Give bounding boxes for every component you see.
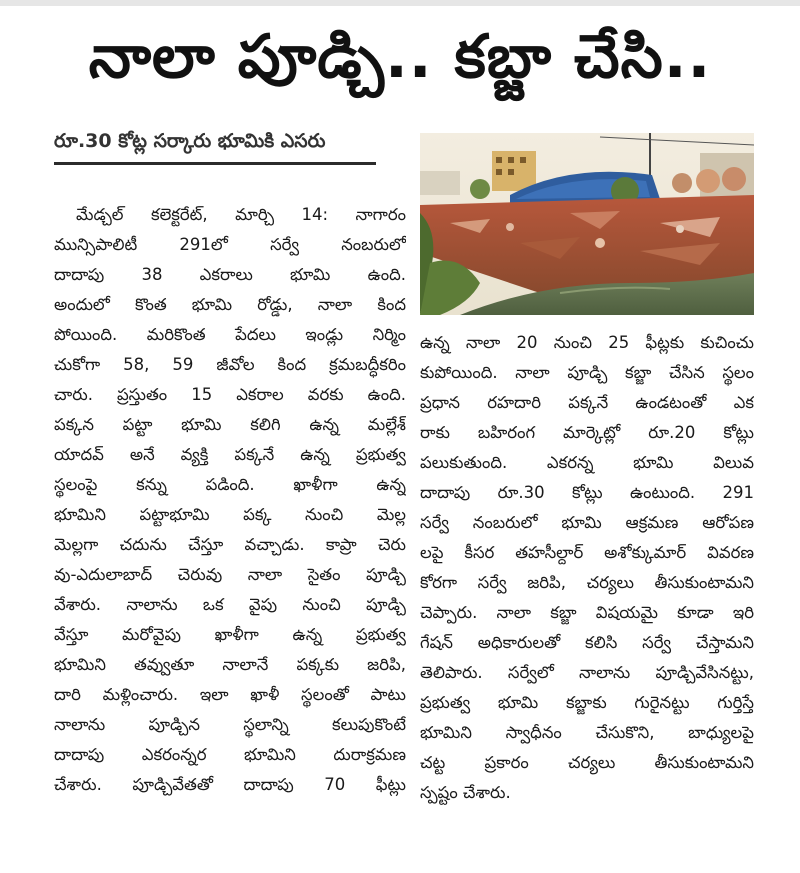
body-line: భూమిని పట్టాభూమి పక్క నుంచి మెల్ల <box>54 505 406 524</box>
body-line: దాదాపు 38 ఎకరాలు భూమి ఉంది. <box>54 265 406 284</box>
body-line: భూమిని తవ్వుతూ నాలానే పక్కకు జరిపి, <box>54 655 406 674</box>
news-photo <box>420 133 754 315</box>
body-line: వేశారు. నాలాను ఒక వైపు నుంచి పూడ్చి <box>54 595 406 614</box>
body-line: నాలాను పూడ్చిన స్థలాన్ని కలుపుకొంటే <box>54 715 406 734</box>
body-line: స్పష్టం చేశారు. <box>420 783 511 802</box>
body-line: దాదాపు ఎకరంన్నర భూమిని దురాక్రమణ <box>54 745 406 764</box>
top-strip <box>0 0 800 6</box>
subheadline-rule <box>54 162 376 165</box>
body-line: చారు. ప్రస్తుతం 15 ఎకరాల వరకు ఉంది. <box>54 385 406 404</box>
headline: నాలా పూడ్చి.. కబ్జా చేసి.. <box>88 22 712 92</box>
body-line: అందులో కొంత భూమి రోడ్డు, నాలా కింద <box>54 295 406 314</box>
body-line: ప్రభుత్వ భూమి కబ్జాకు గురైనట్టు గుర్తిస్తే <box>420 693 754 712</box>
body-line: చెప్పారు. నాలా కబ్జా విషయమై కూడా ఇరి <box>420 603 754 622</box>
body-line: చట్ట ప్రకారం చర్యలు తీసుకుంటామని <box>420 753 754 772</box>
body-line: ఉన్న నాలా 20 నుంచి 25 ఫీట్లకు కుచించు <box>420 333 754 352</box>
body-line: దాదాపు రూ.30 కోట్లు ఉంటుంది. 291 <box>420 483 754 502</box>
body-line: మేడ్చల్ కలెక్టరేట్, మార్చి 14: నాగారం <box>76 205 406 224</box>
body-line: సర్వే నంబరులో భూమి ఆక్రమణ ఆరోపణ <box>420 513 754 532</box>
body-line: పక్కన పట్టా భూమి కలిగి ఉన్న మల్లేశ్ <box>54 415 406 434</box>
body-line: చేశారు. పూడ్చివేతతో దాదాపు 70 ఫీట్లు <box>54 775 406 794</box>
body-line: చుకోగా 58, 59 జీవోల కింద క్రమబద్ధీకరిం <box>54 355 406 374</box>
body-line: భూమిని స్వాధీనం చేసుకొని, బాధ్యులపై <box>420 723 754 742</box>
body-line: పలుకుతుంది. ఎకరన్న భూమి విలువ <box>420 453 754 472</box>
photo-canal-encroachment-icon <box>420 133 754 315</box>
body-line: గేషన్ అధికారులతో కలిసి సర్వే చేస్తామని <box>420 633 754 652</box>
body-line: యాదవ్ అనే వ్యక్తి పక్కనే ఉన్న ప్రభుత్వ <box>54 445 406 464</box>
body-line: రాకు బహిరంగ మార్కెట్లో రూ.20 కోట్లు <box>420 423 754 442</box>
body-line: లపై కీసర తహసీల్దార్ అశోక్కుమార్ వివరణ <box>420 543 754 562</box>
body-line: తెలిపారు. సర్వేలో నాలాను పూడ్చివేసినట్టు, <box>420 663 754 682</box>
body-line: మున్సిపాలిటీ 291లో సర్వే నంబరులో <box>54 235 406 254</box>
body-line: పోయింది. మరికొంత పేదలు ఇండ్లు నిర్మిం <box>54 325 406 344</box>
body-line: ప్రధాన రహదారి పక్కనే ఉండటంతో ఎక <box>420 393 754 412</box>
body-line: స్థలంపై కన్ను పడింది. ఖాళీగా ఉన్న <box>54 475 406 494</box>
body-line: మెల్లగా చదును చేస్తూ వచ్చాడు. కాప్రా చెరు <box>54 535 406 554</box>
subheadline: రూ.30 కోట్ల సర్కారు భూమికి ఎసరు <box>54 130 326 152</box>
body-column-left <box>54 200 406 800</box>
body-line: వు-ఎదులాబాద్ చెరువు నాలా సైతం పూడ్చి <box>54 565 406 584</box>
body-line: వేస్తూ మరోవైపు ఖాళీగా ఉన్న ప్రభుత్వ <box>54 625 406 644</box>
body-line: దారి మళ్లించారు. ఇలా ఖాళీ స్థలంతో పాటు <box>54 685 406 704</box>
body-line: కోరగా సర్వే జరిపి, చర్యలు తీసుకుంటామని <box>420 573 754 592</box>
body-column-right <box>420 328 754 808</box>
body-line: కుపోయింది. నాలా పూడ్చి కబ్జా చేసిన స్థలం <box>420 363 754 382</box>
